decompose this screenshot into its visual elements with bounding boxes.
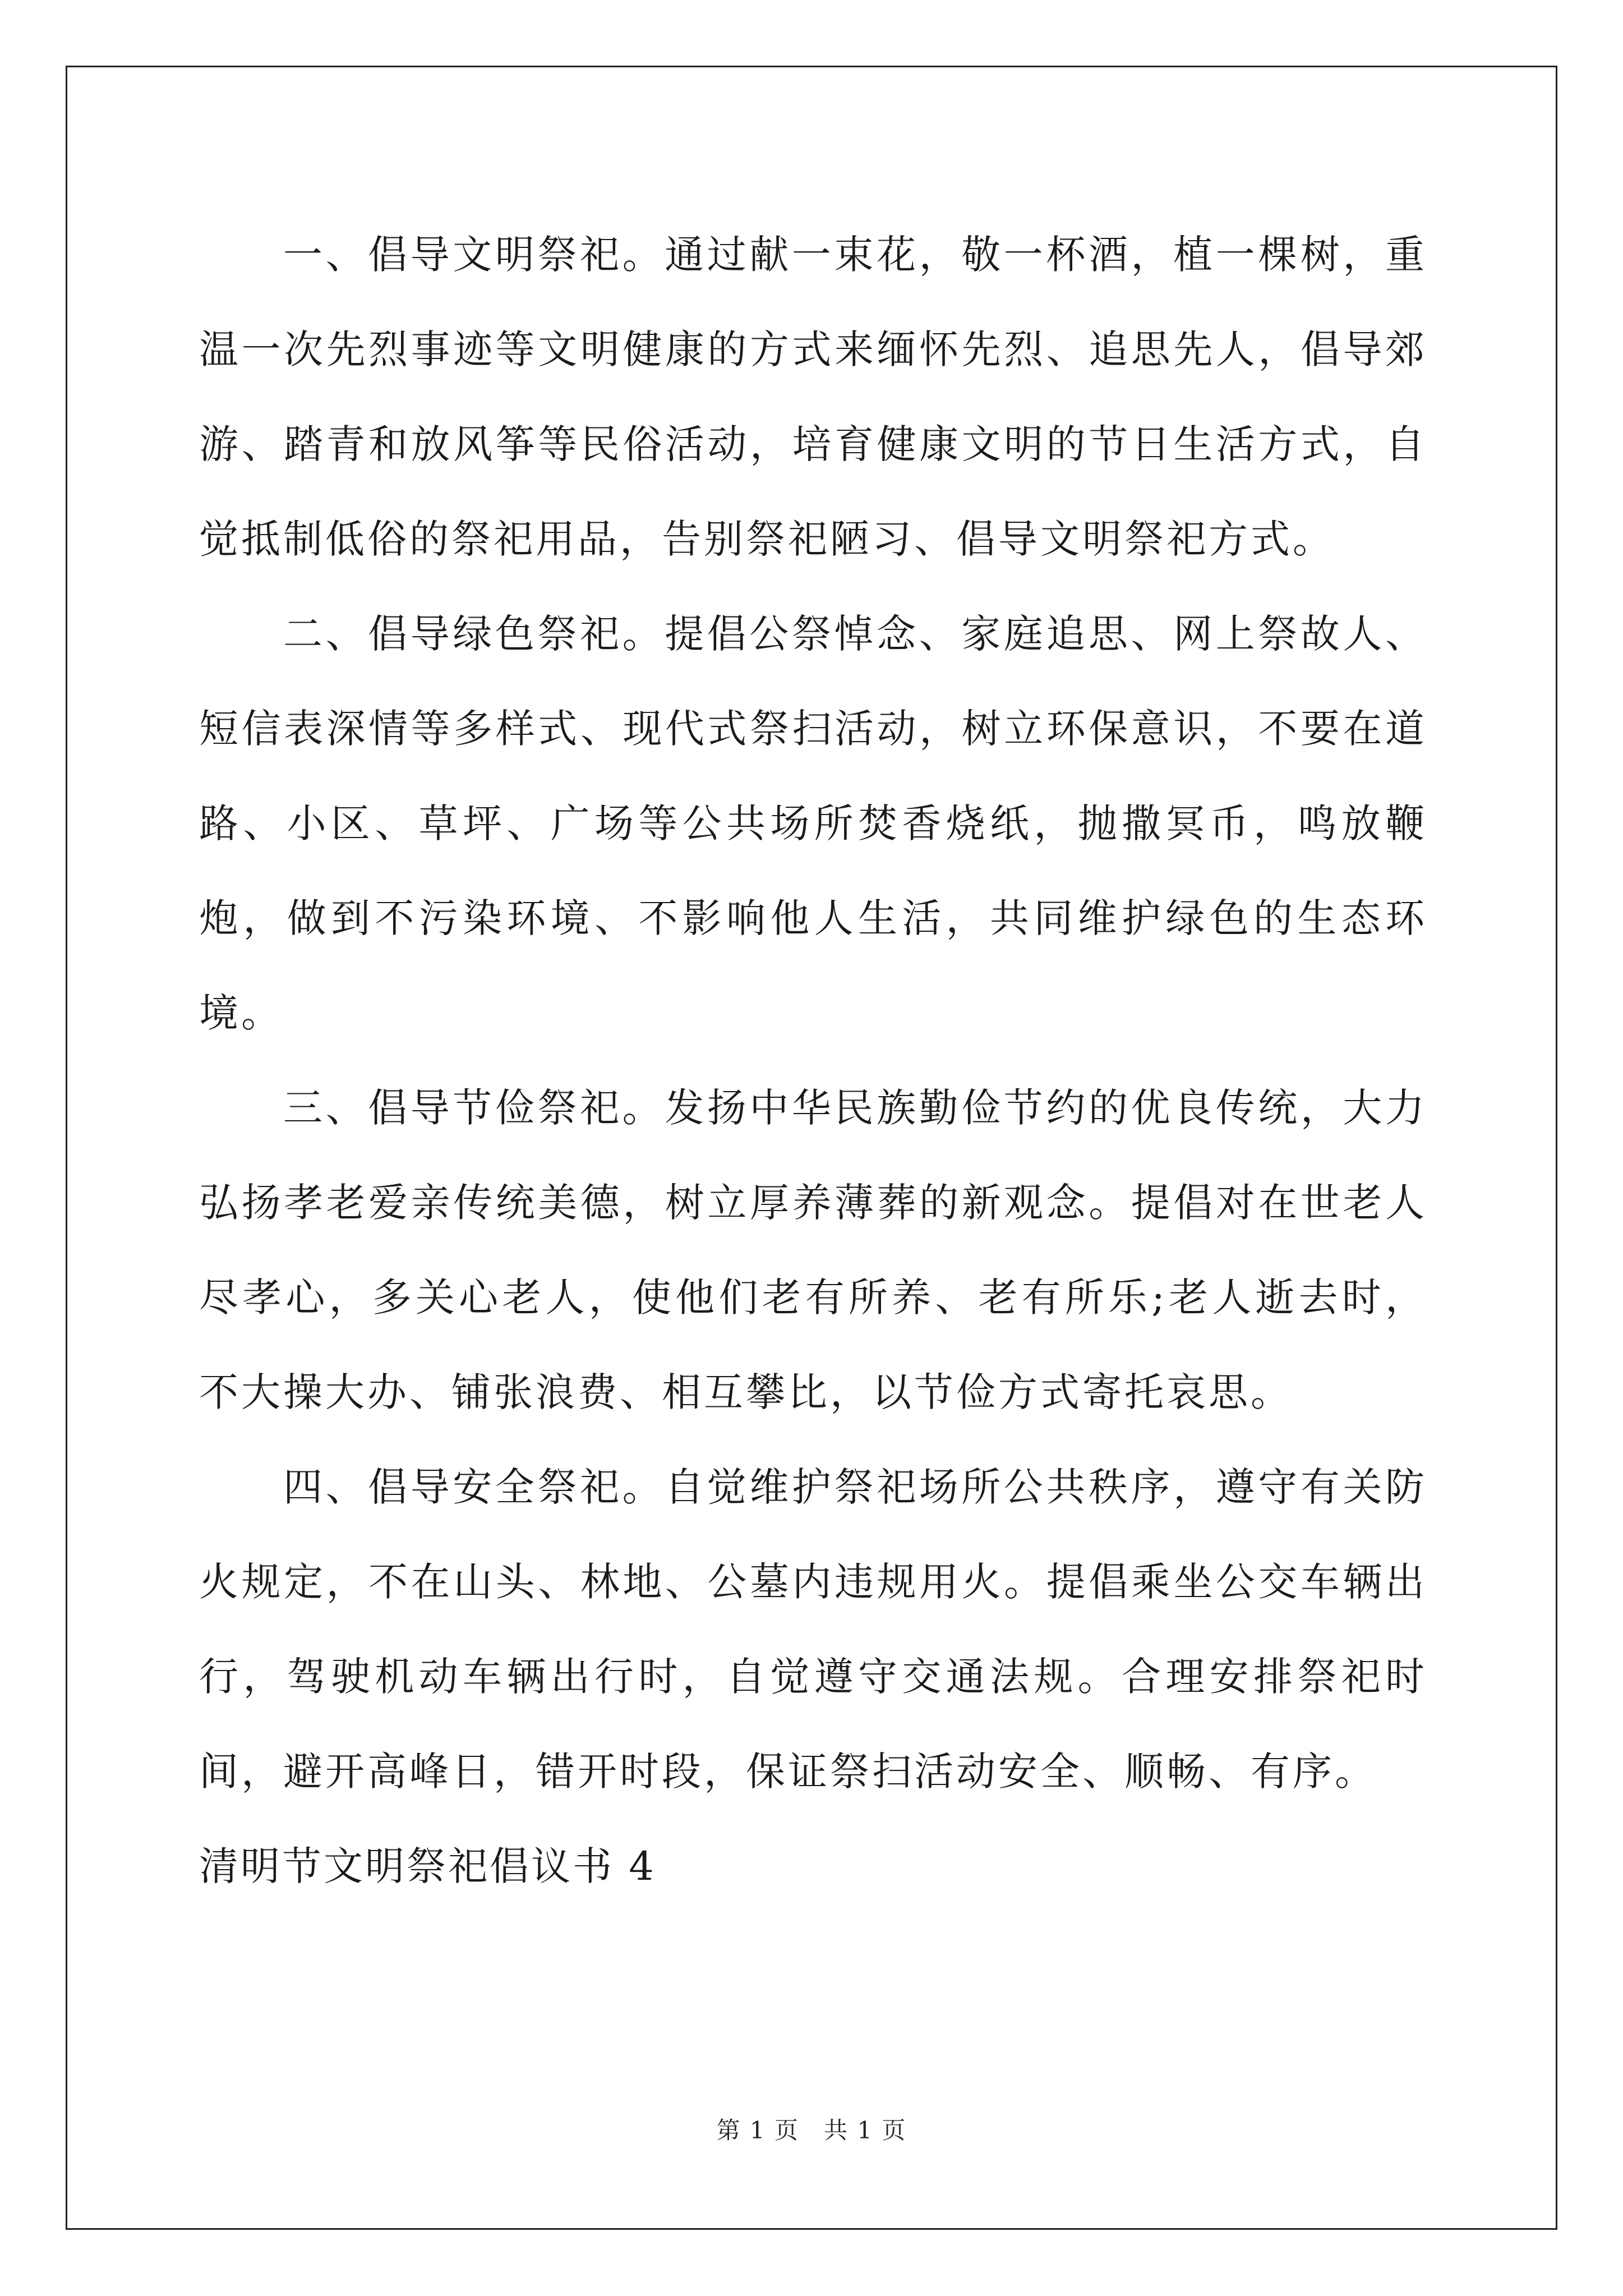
paragraph-2: 二、倡导绿色祭祀。提倡公祭悼念、家庭追思、网上祭故人、短信表深情等多样式、现代式祭扫活动，树立环保意识，不要在道路、小区、草坪、广场等公共场所焚香烧纸，抛撒冥币，鸣放鞭炮，做到不污染环境、不影响他人生活，共同维护绿色的生态环境。 [199, 611, 1427, 1036]
paragraph-4: 四、倡导安全祭祀。自觉维护祭祀场所公共秩序，遵守有关防火规定，不在山头、林地、公墓内违规用火。提倡乘坐公交车辆出行，驾驶机动车辆出行时，自觉遵守交通法规。合理安排祭祀时间，避开高峰日，错开时段，保证祭扫活动安全、顺畅、有序。 [199, 1464, 1427, 1795]
section-heading: 清明节文明祭祀倡议书 4 [199, 1843, 656, 1889]
paragraph-1: 一、倡导文明祭祀。通过献一束花，敬一杯酒，植一棵树，重温一次先烈事迹等文明健康的方式来缅怀先烈、追思先人，倡导郊游、踏青和放风筝等民俗活动，培育健康文明的节日生活方式，自觉抵制低俗的祭祀用品，告别祭祀陋习、倡导文明祭祀方式。 [199, 232, 1427, 562]
document-body [199, 208, 1427, 1914]
page-footer: 第 1 页 共 1 页 [716, 2116, 907, 2144]
paragraph-3: 三、倡导节俭祭祀。发扬中华民族勤俭节约的优良传统，大力弘扬孝老爱亲传统美德，树立厚养薄葬的新观念。提倡对在世老人尽孝心，多关心老人，使他们老有所养、老有所乐;老人逝去时，不大操大办、铺张浪费、相互攀比，以节俭方式寄托哀思。 [199, 1085, 1427, 1415]
